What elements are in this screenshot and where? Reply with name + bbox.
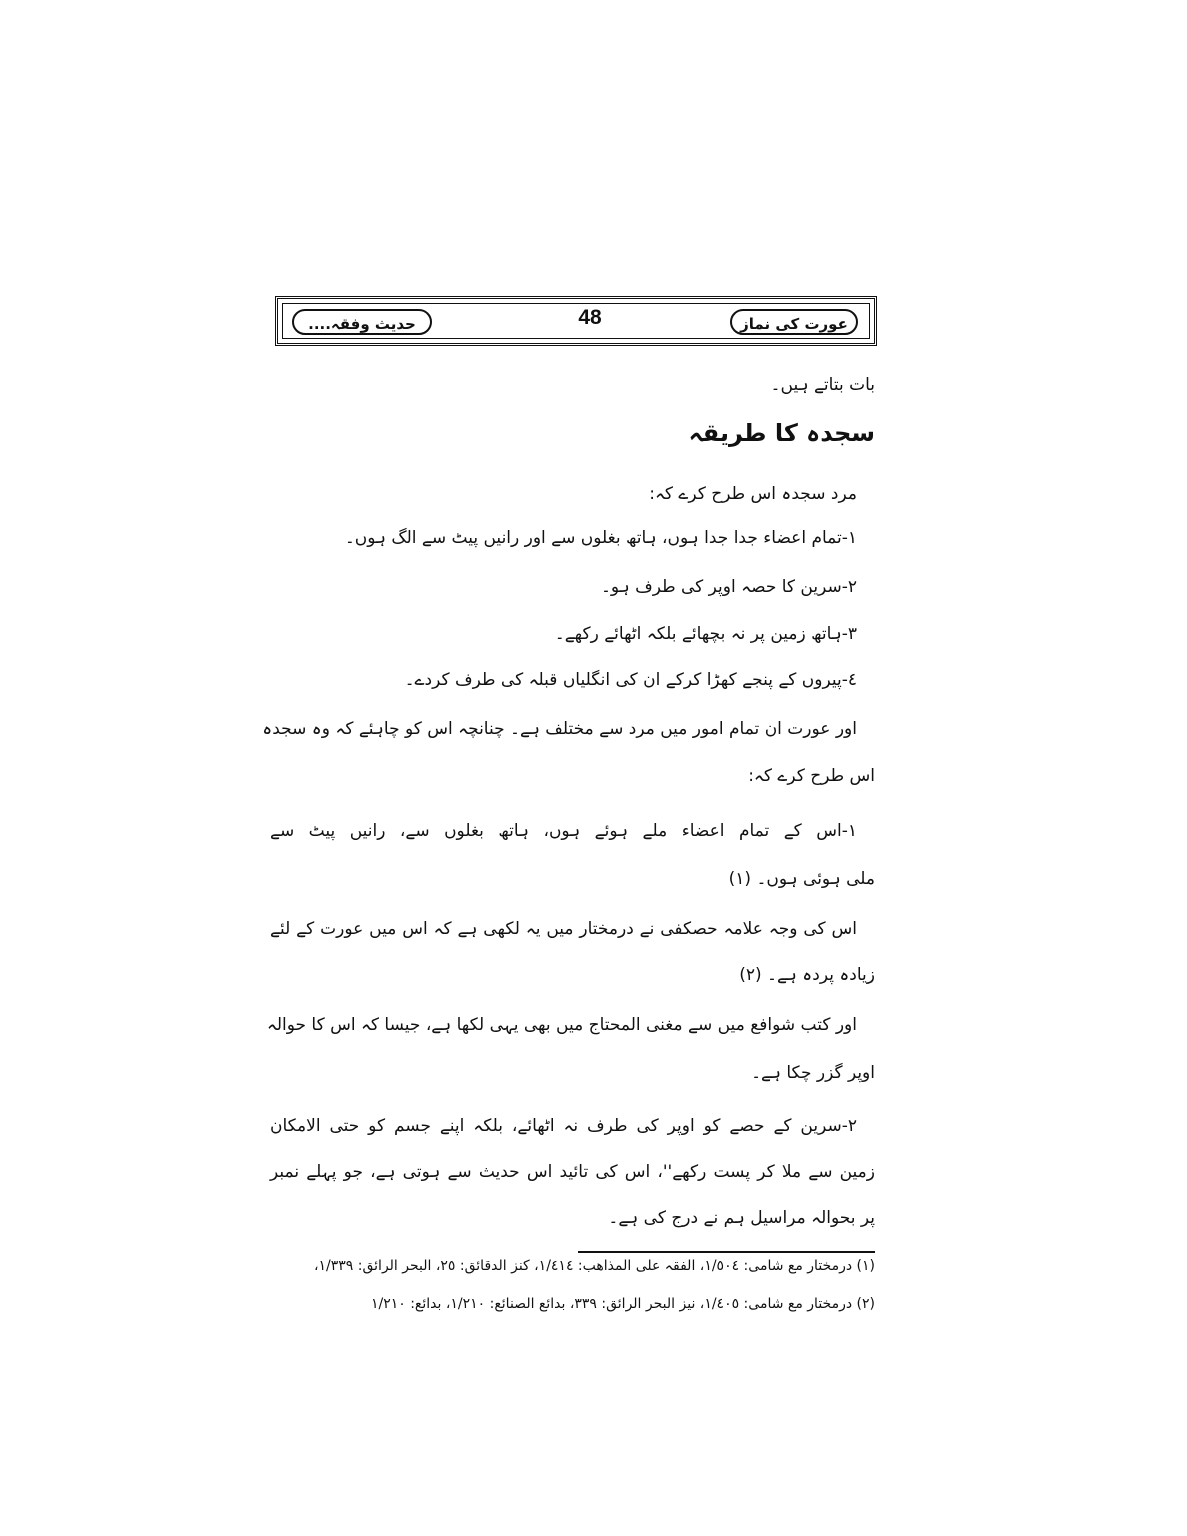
text-line: اس طرح کرے کہ: bbox=[748, 766, 875, 786]
text-line: پر بحوالہ مراسیل ہم نے درج کی ہے۔ bbox=[608, 1208, 875, 1228]
list-item: ١-اس کے تمام اعضاء ملے ہوئے ہوں، ہاتھ بغلوں سے، رانیں پیٹ سے bbox=[270, 821, 857, 841]
list-item: ٢-سرین کا حصہ اوپر کی طرف ہو۔ bbox=[600, 577, 857, 597]
list-item: ١-تمام اعضاء جدا جدا ہوں، ہاتھ بغلوں سے اور رانیں پیٹ سے الگ ہوں۔ bbox=[344, 528, 857, 548]
text-line: اس کی وجہ علامہ حصکفی نے درمختار میں یہ لکھی ہے کہ اس میں عورت کے لئے bbox=[270, 919, 857, 939]
text-line: ملی ہوئی ہوں۔ (١) bbox=[728, 869, 875, 889]
footnote: (١) درمختار مع شامی: ١/٥٠٤، الفقہ علی المذاھب: ١/٤١٤، کنز الدقائق: ٢٥، البحر الرائق: ١/٣٣٩، bbox=[313, 1258, 875, 1274]
text-line: اور کتب شوافع میں سے مغنی المحتاج میں بھی یہی لکھا ہے، جیسا کہ اس کا حوالہ bbox=[266, 1015, 857, 1035]
text-line: اوپر گزر چکا ہے۔ bbox=[751, 1063, 875, 1083]
text-line: اور عورت ان تمام امور میں مرد سے مختلف ہے۔ چنانچہ اس کو چاہئے کہ وہ سجدہ bbox=[262, 719, 857, 739]
list-item: ٣-ہاتھ زمین پر نہ بچھائے بلکہ اٹھائے رکھے۔ bbox=[554, 624, 857, 644]
book-title: عورت کی نماز bbox=[730, 309, 858, 335]
list-item: ٢-سرین کے حصے کو اوپر کی طرف نہ اٹھائے، بلکہ اپنے جسم کو حتی الامکان bbox=[270, 1116, 857, 1136]
text-line: بات بتاتے ہیں۔ bbox=[770, 375, 875, 395]
list-item: ٤-پیروں کے پنجے کھڑا کرکے ان کی انگلیاں قبلہ کی طرف کردے۔ bbox=[404, 670, 857, 690]
footnote: (٢) درمختار مع شامی: ١/٤٠٥، نیز البحر الرائق: ٣٣٩، بدائع الصنائع: ١/٢١٠، بدائع: ١/٢١٠ bbox=[370, 1296, 875, 1312]
text-line: مرد سجدہ اس طرح کرے کہ: bbox=[649, 484, 857, 504]
footnote-divider bbox=[578, 1251, 875, 1253]
section-title: حدیث وفقہ.... bbox=[292, 309, 432, 335]
section-heading: سجدہ کا طریقہ bbox=[688, 419, 875, 447]
page-number: 48 bbox=[578, 306, 602, 329]
text-line: زیادہ پردہ ہے۔ (٢) bbox=[739, 965, 875, 985]
text-line: زمین سے ملا کر پست رکھے''، اس کی تائید اس حدیث سے ہوتی ہے، جو پہلے نمبر bbox=[270, 1162, 875, 1182]
